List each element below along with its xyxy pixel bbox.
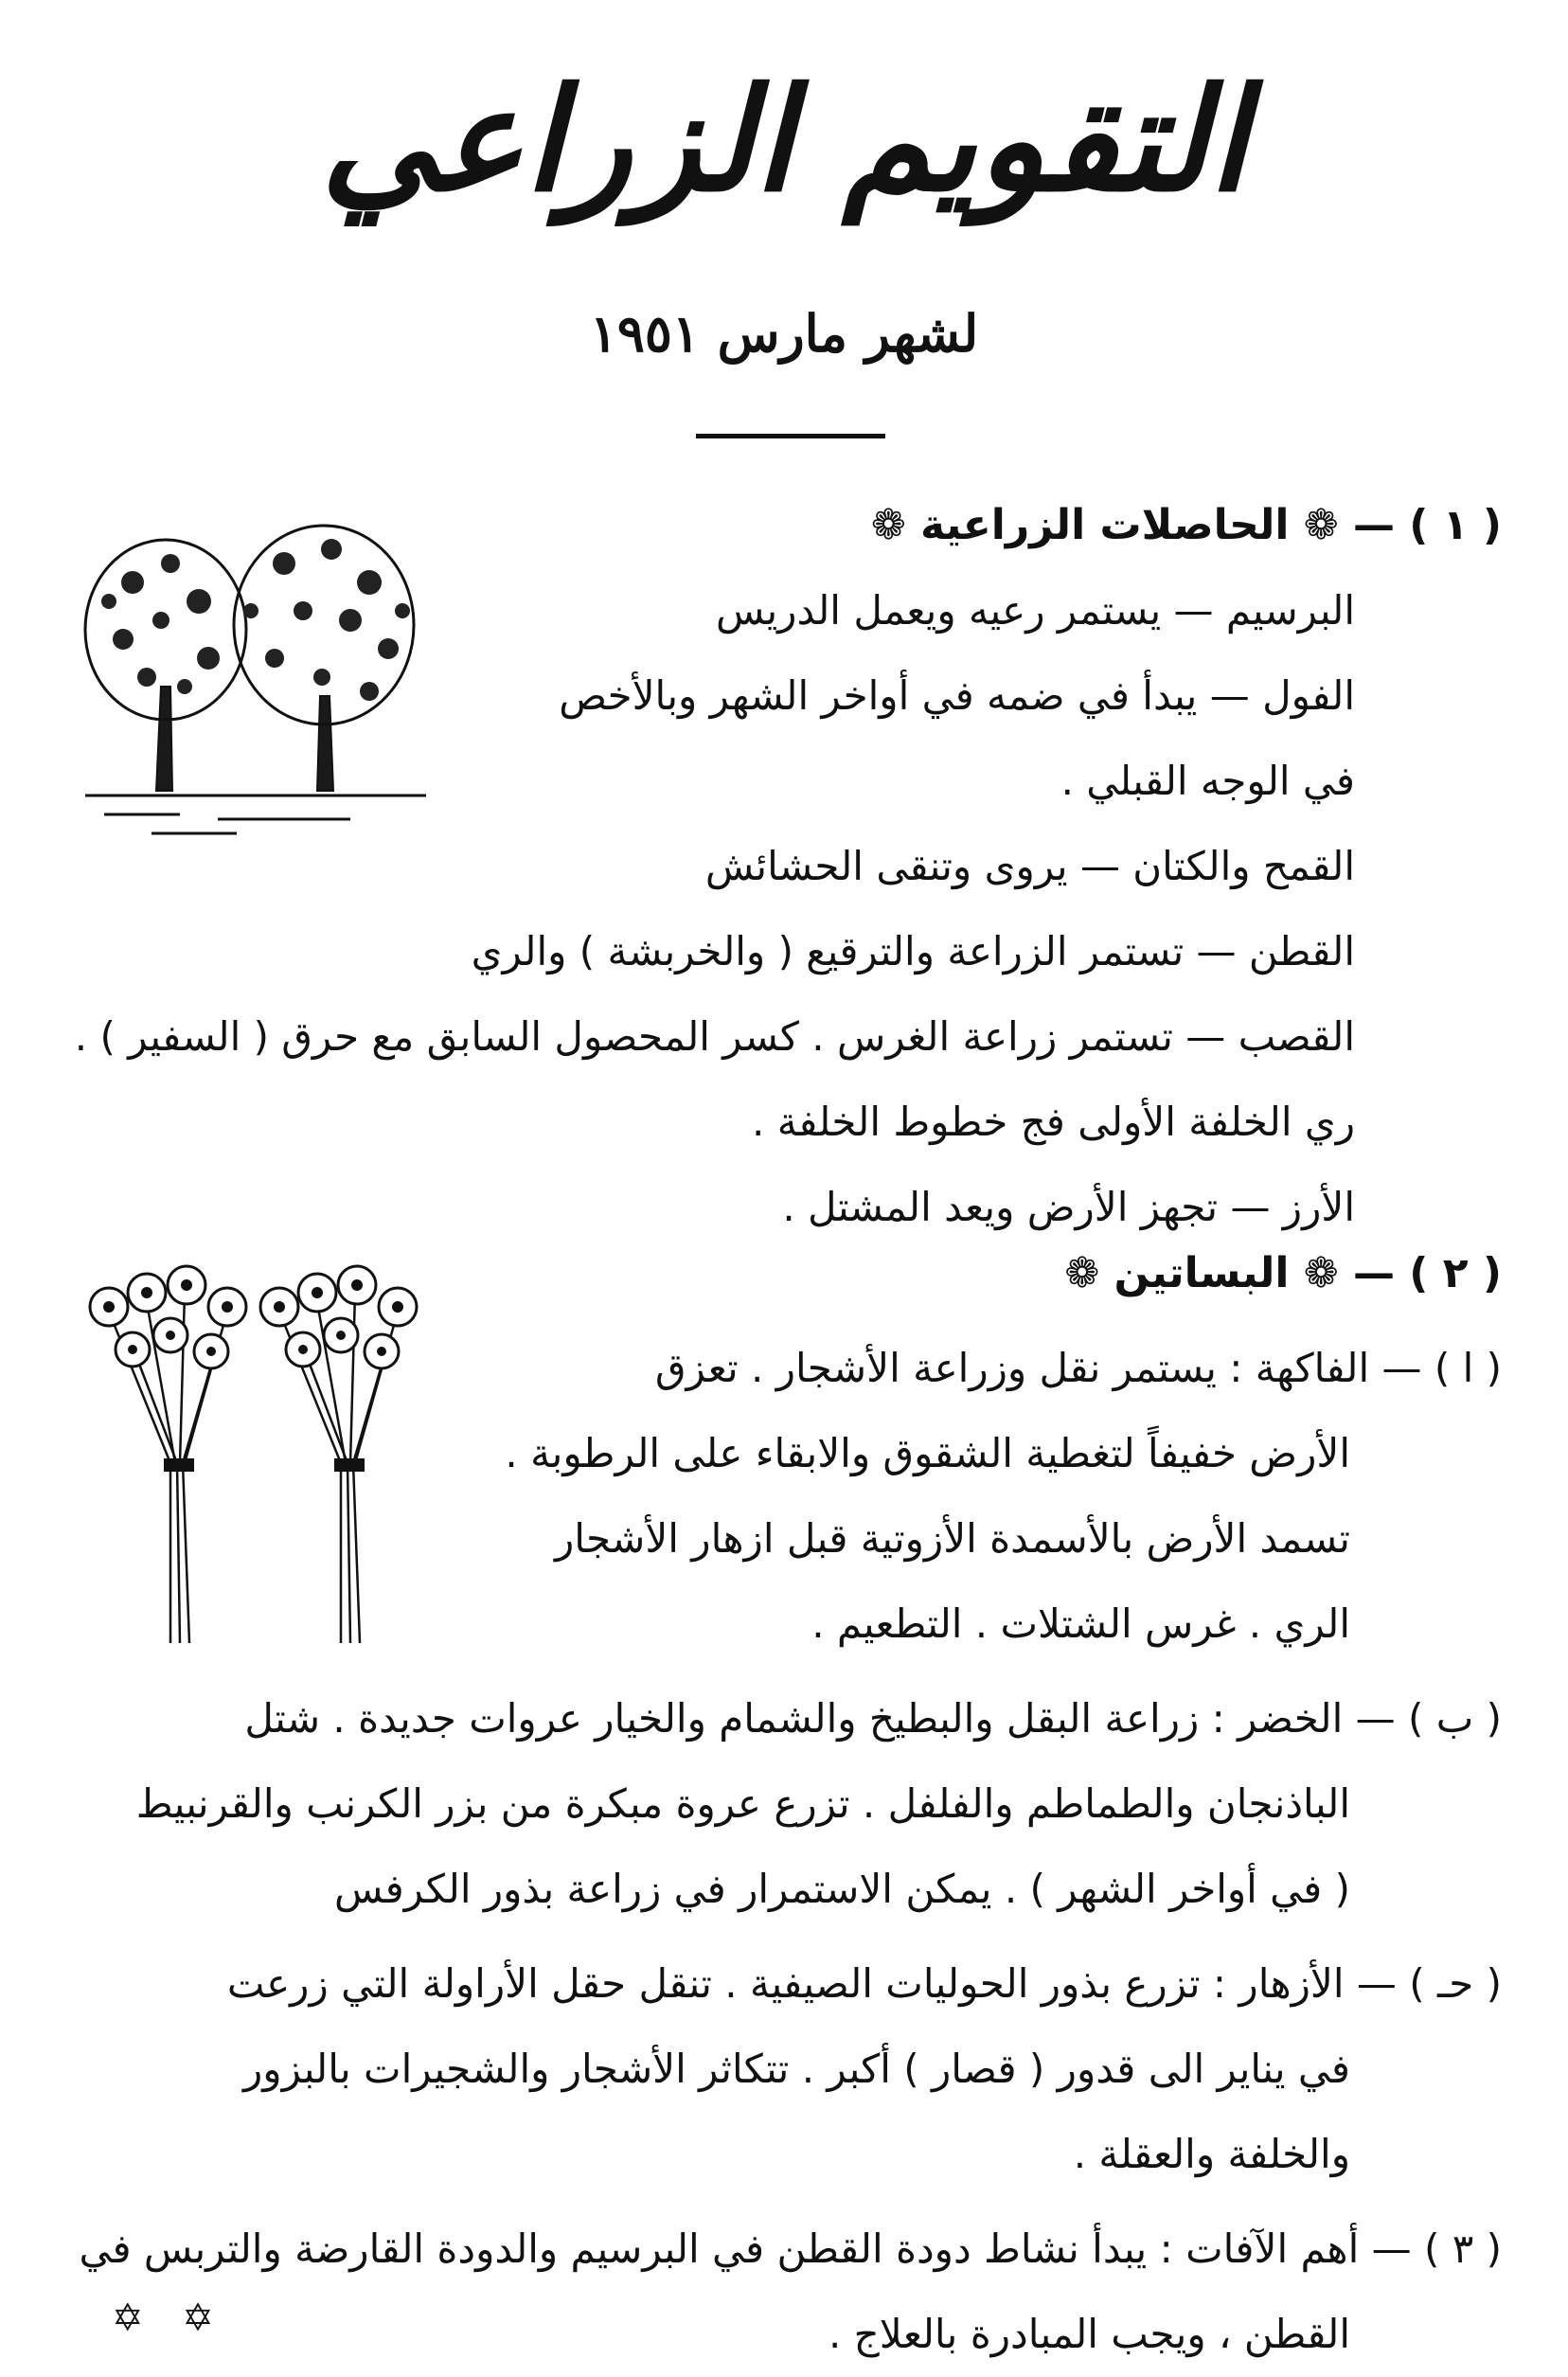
- section-heading: ( ٢ ) — ❁ البساتين ❁: [1064, 1249, 1502, 1297]
- text-line: تسمد الأرض بالأسمدة الأزوتية قبل ازهار الأشجار: [554, 1515, 1350, 1562]
- text-line: في الوجه القبلي .: [1060, 758, 1355, 804]
- text-line: الأرض خفيفاً لتغطية الشقوق والابقاء على الرطوبة .: [505, 1430, 1350, 1476]
- text-line: والخلفة والعقلة .: [1073, 2131, 1350, 2177]
- section-heading: ( ١ ) — ❁ الحاصلات الزراعية ❁: [870, 501, 1502, 549]
- footer-stars: ✡ ✡: [112, 2297, 227, 2340]
- text-line: القمح والكتان — يروى وتنقى الحشائش: [704, 843, 1355, 889]
- text-line: ( حـ ) — الأزهار : تزرع بذور الحوليات الصيفية . تنقل حقل الأراولة التي زرعت: [226, 1960, 1502, 2007]
- section-3-pests: [62, 2207, 1502, 2377]
- text-line: الفول — يبدأ في ضمه في أواخر الشهر وبالأخص: [559, 672, 1355, 719]
- text-line: ( ٣ ) — أهم الآفات : يبدأ نشاط دودة القطن في البرسيم والدودة القارضة والتربس في: [79, 2225, 1502, 2272]
- masthead-title: التقويم الزراعي: [320, 57, 1248, 223]
- text-line: في يناير الى قدور ( قصار ) أكبر . تتكاثر الأشجار والشجيرات بالبزور: [243, 2046, 1350, 2092]
- flower-bouquets-illustration: [71, 1245, 450, 1662]
- text-line: القصب — تستمر زراعة الغرس . كسر المحصول السابق مع حرق ( السفير ) .: [74, 1013, 1355, 1060]
- text-line: الري . غرس الشتلات . التطعيم .: [811, 1600, 1350, 1647]
- title-divider: [696, 434, 885, 438]
- issue-subtitle: لشهر مارس ١٩٥١: [589, 303, 979, 364]
- text-line: ري الخلفة الأولى فج خطوط الخلفة .: [752, 1099, 1355, 1145]
- text-line: ( في أواخر الشهر ) . يمكن الاستمرار في زراعة بذور الكرفس: [334, 1866, 1350, 1912]
- text-line: الأرز — تجهز الأرض ويعد المشتل .: [782, 1184, 1355, 1230]
- text-line: ( ب ) — الخضر : زراعة البقل والبطيخ والشمام والخيار عروات جديدة . شتل: [244, 1695, 1502, 1742]
- section-2c-flowers: [62, 1941, 1502, 2197]
- text-line: القطن — تستمر الزراعة والترقيع ( والخربشة ) والري: [471, 928, 1355, 974]
- text-line: الباذنجان والطماطم والفلفل . تزرع عروة مبكرة من بزر الكرنب والقرنبيط: [135, 1780, 1350, 1827]
- text-line: البرسيم — يستمر رعيه ويعمل الدريس: [715, 587, 1355, 634]
- text-line: ( ا ) — الفاكهة : يستمر نقل وزراعة الأشجار . تعزق: [654, 1345, 1502, 1391]
- section-2: [460, 1231, 1502, 1316]
- section-1-body: [48, 568, 1355, 1250]
- section-2b-vegetables: [62, 1676, 1502, 1932]
- section-1: [460, 483, 1502, 568]
- section-2a-fruit: [460, 1326, 1502, 1667]
- text-line: القطن ، ويجب المبادرة بالعلاج .: [828, 2311, 1350, 2357]
